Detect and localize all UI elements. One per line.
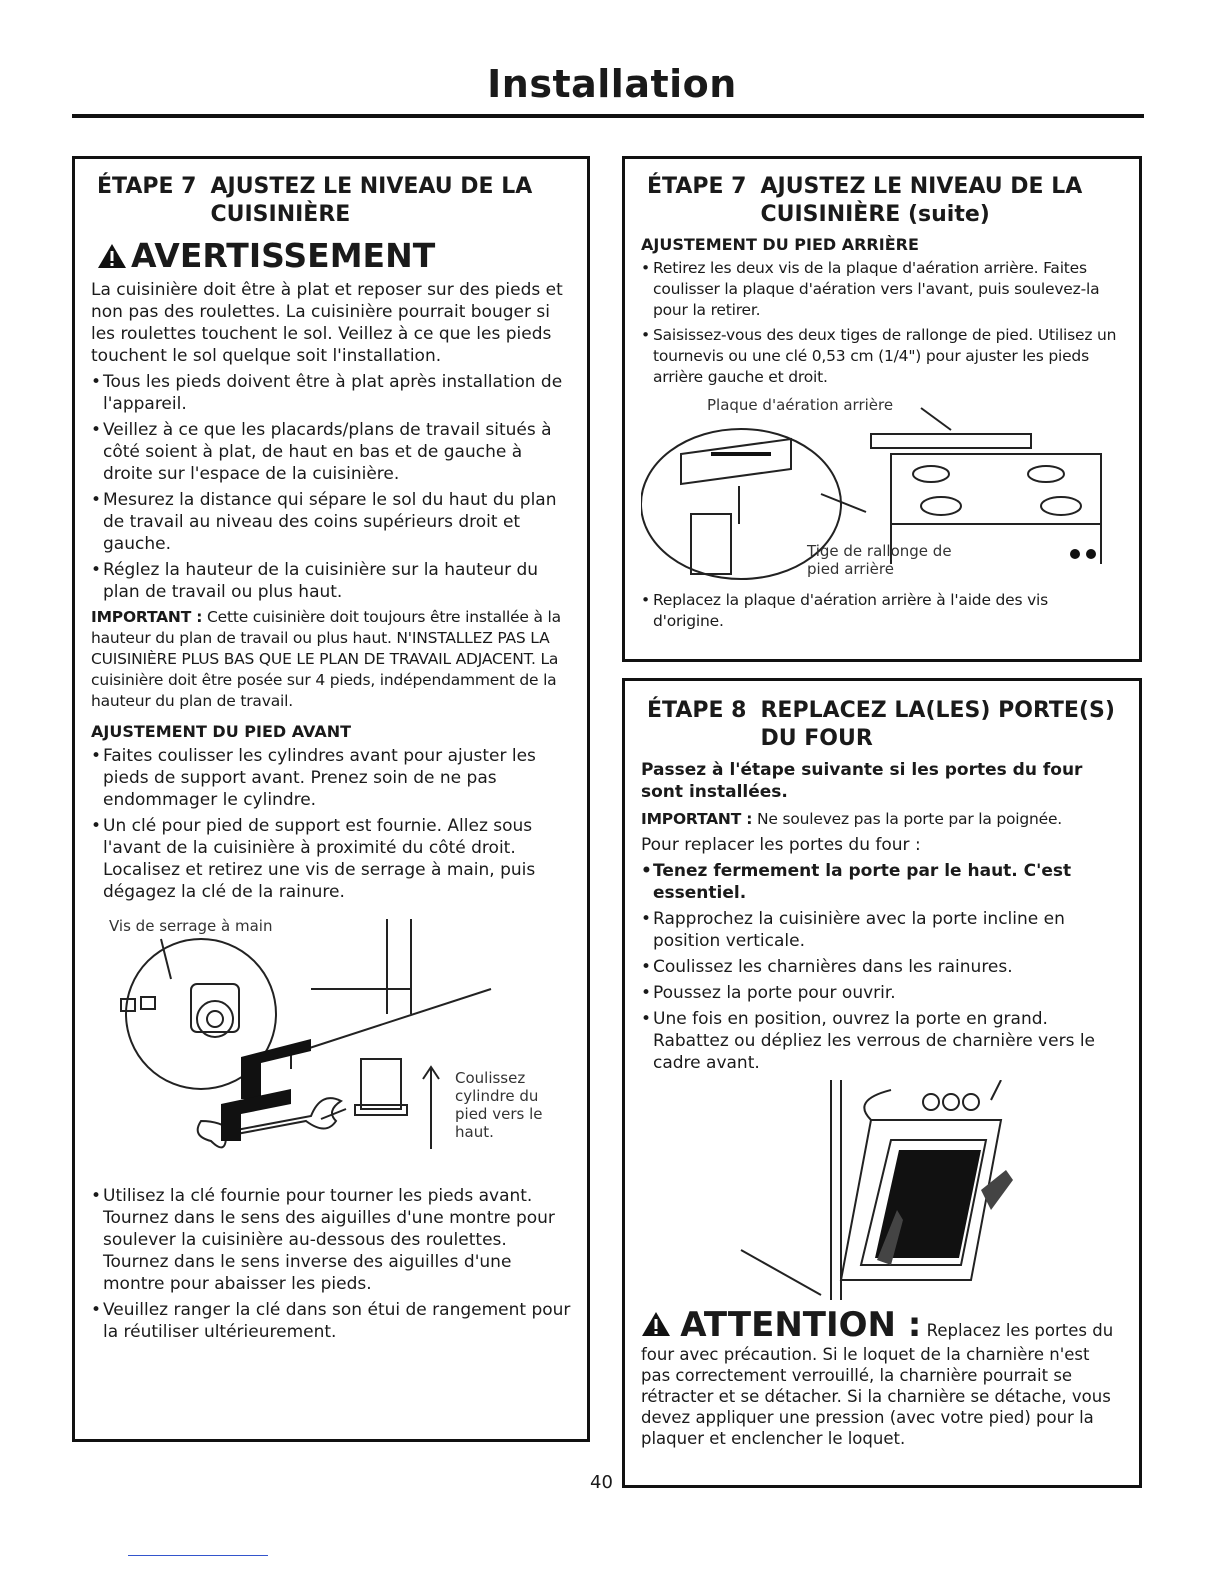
- step-title: AJUSTEZ LE NIVEAU DE LA CUISINIÈRE (suite): [760, 174, 1083, 227]
- list-item: • Un clé pour pied de support est fournie. Allez sous l'avant de la cuisinière à proximité du côté droit. Localisez et retirez une vis de serrage à main, puis dégagez la clé de la rainure.: [91, 815, 571, 903]
- step-label: ÉTAPE 8: [647, 698, 747, 723]
- step-title: AJUSTEZ LE NIVEAU DE LA CUISINIÈRE: [210, 174, 533, 227]
- level-bullets: [91, 371, 571, 603]
- list-item: • Poussez la porte pour ouvrir.: [641, 982, 1123, 1004]
- important-note: [91, 607, 571, 712]
- step7-panel: [72, 156, 590, 1442]
- title-divider: [72, 114, 1144, 118]
- list-item: • Veuillez ranger la clé dans son étui de rangement pour la réutiliser ultérieurement.: [91, 1299, 571, 1343]
- door-bullets: [641, 860, 1123, 1074]
- front-leg-heading: AJUSTEMENT DU PIED AVANT: [91, 722, 352, 741]
- front-leg-figure: [91, 909, 571, 1179]
- lead-text: Pour replacer les portes du four :: [641, 835, 921, 855]
- list-item: • Veillez à ce que les placards/plans de travail situés à côté soient à plat, de haut en bas et de gauche à droite sur l'espace de la cuisinière.: [91, 419, 571, 485]
- step7-continued-panel: [622, 156, 1142, 662]
- step8-heading: [641, 697, 1123, 753]
- step7-continued-heading: [641, 173, 1123, 229]
- warning-triangle-icon: [97, 242, 127, 270]
- attention-notice: [641, 1306, 1123, 1449]
- important-text: Ne soulevez pas la porte par la poignée.: [757, 810, 1063, 828]
- oven-door-illustration: [641, 1080, 1125, 1300]
- front-leg-bullets: [91, 745, 571, 903]
- intro-note: Passez à l'étape suivante si les portes du four sont installées.: [641, 760, 1083, 802]
- important-text: Cette cuisinière doit toujours être installée à la hauteur du plan de travail ou plus haut. N'INSTALLEZ PAS LA CUISINIÈRE PLUS BAS QUE LE PLAN DE TRAVAIL ADJACENT. La cuisinière doit être posée sur 4 pieds, indépendamment de la hauteur du plan de travail.: [91, 608, 561, 710]
- step-label: ÉTAPE 7: [647, 174, 747, 199]
- list-item: • Une fois en position, ouvrez la porte en grand. Rabattez ou dépliez les verrous de charnière vers le cadre avant.: [641, 1008, 1123, 1074]
- step7-heading: [91, 173, 571, 229]
- footer-divider: [128, 1555, 268, 1556]
- list-item: • Mesurez la distance qui sépare le sol du haut du plan de travail au niveau des coins supérieurs droit et gauche.: [91, 489, 571, 555]
- list-item: • Retirez les deux vis de la plaque d'aération arrière. Faites coulisser la plaque d'aération vers l'avant, puis soulevez-la pour la retirer.: [641, 258, 1123, 321]
- list-item: • Réglez la hauteur de la cuisinière sur la hauteur du plan de travail ou plus haut.: [91, 559, 571, 603]
- list-item: • Faites coulisser les cylindres avant pour ajuster les pieds de support avant. Prenez soin de ne pas endommager le cylindre.: [91, 745, 571, 811]
- step-label: ÉTAPE 7: [97, 174, 197, 199]
- rear-leg-heading: AJUSTEMENT DU PIED ARRIÈRE: [641, 235, 919, 254]
- warning-triangle-icon: [641, 1310, 671, 1338]
- attention-text: du four avec précaution. Si le loquet de la charnière n'est pas correctement verrouillé, la charnière pourrait se rétracter et se détacher. Si la charnière se détache, vous devez appliquer une pression (avec votre pied) pour la plaquer et enclencher le loquet.: [641, 1321, 1114, 1448]
- slide-label: Coulissez cylindre du pied vers le haut.: [455, 1069, 543, 1141]
- screw-label: Vis de serrage à main: [109, 917, 273, 935]
- important-label: IMPORTANT :: [641, 810, 753, 828]
- vent-label: Plaque d'aération arrière: [707, 396, 894, 414]
- list-item: • Saisissez-vous des deux tiges de rallonge de pied. Utilisez un tournevis ou une clé 0,53 cm (1/4") pour ajuster les pieds arrière gauche et droit.: [641, 325, 1123, 388]
- warning-heading: [97, 237, 571, 275]
- step8-panel: [622, 678, 1142, 1488]
- important-note: [641, 809, 1123, 830]
- list-item: • Coulissez les charnières dans les rainures.: [641, 956, 1123, 978]
- rod-label: Tige de rallonge de pied arrière: [807, 542, 952, 578]
- list-item: • Tenez fermement la porte par le haut. C'est essentiel.: [641, 860, 1123, 904]
- attention-lead: Replacez les portes: [926, 1321, 1087, 1340]
- page-title: Installation: [487, 62, 737, 106]
- list-item: • Replacez la plaque d'aération arrière à l'aide des vis d'origine.: [641, 590, 1123, 632]
- important-label: IMPORTANT :: [91, 608, 203, 626]
- page-number: 40: [590, 1472, 613, 1493]
- rear-leg-bullets: [641, 258, 1123, 388]
- list-item: • Utilisez la clé fournie pour tourner les pieds avant. Tournez dans le sens des aiguilles d'une montre pour soulever la cuisinière au-dessous des roulettes. Tournez dans le sens inverse des aiguilles d'une montre pour abaisser les pieds.: [91, 1185, 571, 1295]
- rear-leg-figure: [641, 394, 1123, 584]
- list-item: • Rapprochez la cuisinière avec la porte incline en position verticale.: [641, 908, 1123, 952]
- attention-title: ATTENTION :: [680, 1305, 922, 1345]
- oven-door-figure: [641, 1080, 1123, 1300]
- list-item: • Tous les pieds doivent être à plat après installation de l'appareil.: [91, 371, 571, 415]
- replace-vent-bullets: [641, 590, 1123, 632]
- wrench-bullets: [91, 1185, 571, 1343]
- warning-text: La cuisinière doit être à plat et reposer sur des pieds et non pas des roulettes. La cuisinière pourrait bouger si les roulettes touchent le sol. Veillez à ce que les pieds touchent le sol quelque soit l'installation.: [91, 280, 563, 366]
- step-title: REPLACEZ LA(LES) PORTE(S) DU FOUR: [760, 698, 1115, 751]
- warning-title: AVERTISSEMENT: [131, 236, 436, 275]
